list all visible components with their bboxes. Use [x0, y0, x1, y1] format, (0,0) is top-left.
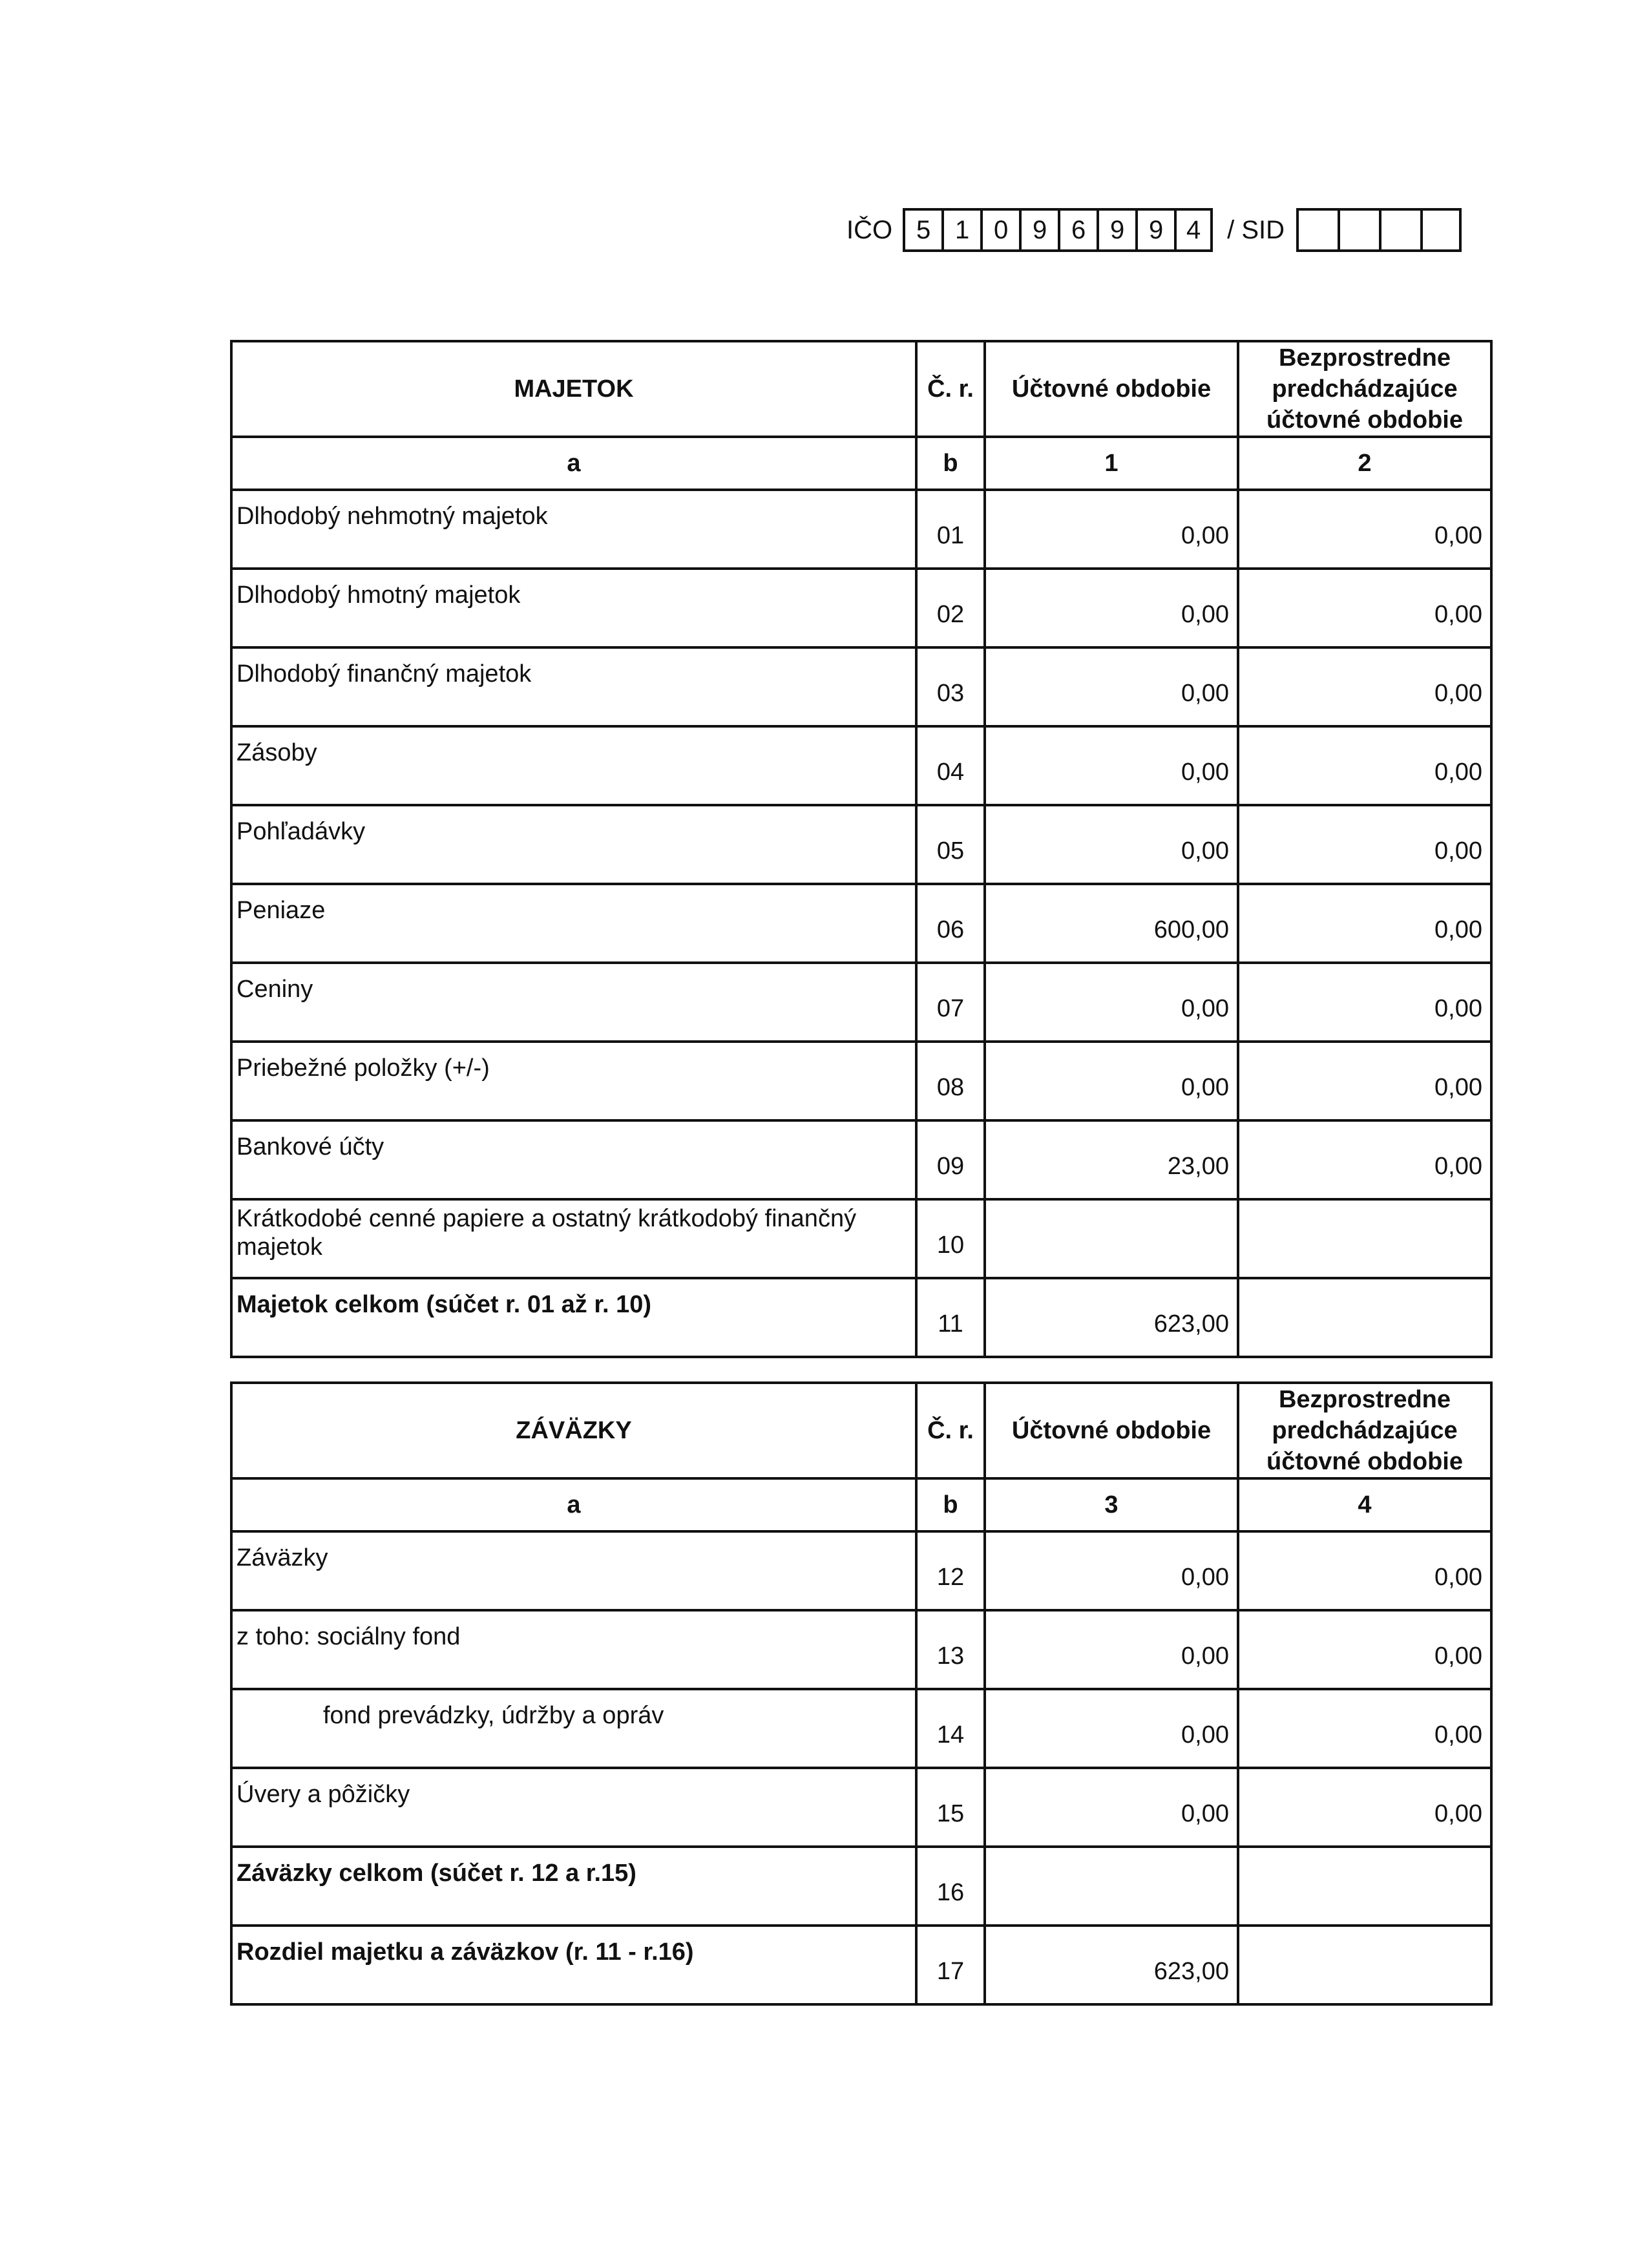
liabilities-sub-2: 4 [1238, 1478, 1491, 1531]
assets-sub-1: 1 [985, 437, 1238, 490]
liabilities-header-b: Č. r. [916, 1383, 985, 1478]
assets-header-a: MAJETOK [231, 341, 916, 437]
table-row-total [231, 1278, 1491, 1357]
row-value-current: 0,00 [985, 1610, 1238, 1689]
row-value-previous [1238, 1278, 1491, 1357]
row-number: 01 [916, 490, 985, 569]
ico-digit: 4 [1174, 208, 1213, 252]
liabilities-header-a: ZÁVÄZKY [231, 1383, 916, 1478]
row-value-current: 0,00 [985, 1042, 1238, 1120]
ico-label: IČO [846, 215, 893, 244]
row-value-previous: 0,00 [1238, 490, 1491, 569]
row-value-previous: 0,00 [1238, 726, 1491, 805]
table-row [231, 963, 1491, 1042]
assets-header-row [231, 341, 1491, 437]
row-number: 16 [916, 1847, 985, 1926]
row-value-current [985, 1847, 1238, 1926]
row-value-current: 623,00 [985, 1278, 1238, 1357]
row-value-current: 0,00 [985, 647, 1238, 726]
row-label: Zásoby [231, 726, 916, 805]
table-row [231, 490, 1491, 569]
assets-subheader-row [231, 437, 1491, 490]
liabilities-header-2: Bezprostredne predchádzajúce účtovné obdobie [1238, 1383, 1491, 1478]
row-label: Majetok celkom (súčet r. 01 až r. 10) [231, 1278, 916, 1357]
liabilities-sub-1: 3 [985, 1478, 1238, 1531]
row-label: z toho: sociálny fond [231, 1610, 916, 1689]
row-value-current [985, 1199, 1238, 1278]
liabilities-header-row [231, 1383, 1491, 1478]
row-value-previous: 0,00 [1238, 1042, 1491, 1120]
assets-header-1: Účtovné obdobie [985, 341, 1238, 437]
row-value-current: 0,00 [985, 490, 1238, 569]
row-value-previous: 0,00 [1238, 805, 1491, 884]
assets-header-b: Č. r. [916, 341, 985, 437]
row-label: Priebežné položky (+/-) [231, 1042, 916, 1120]
liabilities-sub-a: a [231, 1478, 916, 1531]
row-value-current: 0,00 [985, 805, 1238, 884]
row-value-current: 0,00 [985, 726, 1238, 805]
table-row [231, 1610, 1491, 1689]
sid-digit-box [1296, 208, 1338, 252]
assets-table [230, 340, 1493, 1358]
row-label: Pohľadávky [231, 805, 916, 884]
assets-header-2: Bezprostredne predchádzajúce účtovné obdobie [1238, 341, 1491, 437]
liabilities-subheader-row [231, 1478, 1491, 1531]
row-value-previous [1238, 1926, 1491, 2004]
row-value-current: 0,00 [985, 963, 1238, 1042]
ico-digit: 9 [1019, 208, 1058, 252]
row-label: Záväzky celkom (súčet r. 12 a r.15) [231, 1847, 916, 1926]
row-value-current: 623,00 [985, 1926, 1238, 2004]
row-number: 13 [916, 1610, 985, 1689]
table-row [231, 1042, 1491, 1120]
row-value-current: 0,00 [985, 569, 1238, 647]
table-row [231, 884, 1491, 963]
ico-sid-header [846, 207, 1462, 253]
row-number: 11 [916, 1278, 985, 1357]
row-label: Rozdiel majetku a záväzkov (r. 11 - r.16) [231, 1926, 916, 2004]
row-value-previous: 0,00 [1238, 1531, 1491, 1610]
row-value-previous [1238, 1847, 1491, 1926]
row-value-current: 0,00 [985, 1531, 1238, 1610]
row-value-previous: 0,00 [1238, 1610, 1491, 1689]
row-number: 12 [916, 1531, 985, 1610]
row-label: Ceniny [231, 963, 916, 1042]
table-row-total [231, 1926, 1491, 2004]
sid-boxes [1296, 208, 1462, 252]
row-number: 07 [916, 963, 985, 1042]
sid-digit-box [1338, 208, 1379, 252]
ico-digit: 0 [980, 208, 1019, 252]
table-row [231, 1768, 1491, 1847]
ico-digit: 1 [941, 208, 980, 252]
row-value-previous: 0,00 [1238, 1120, 1491, 1199]
row-number: 02 [916, 569, 985, 647]
row-number: 03 [916, 647, 985, 726]
row-value-current: 600,00 [985, 884, 1238, 963]
table-row [231, 1199, 1491, 1278]
ico-digit: 5 [903, 208, 941, 252]
row-label: Dlhodobý nehmotný majetok [231, 490, 916, 569]
ico-boxes [903, 208, 1213, 252]
row-value-previous: 0,00 [1238, 569, 1491, 647]
sid-digit-box [1420, 208, 1462, 252]
row-label: Krátkodobé cenné papiere a ostatný krátkodobý finančný majetok [231, 1199, 916, 1278]
row-number: 09 [916, 1120, 985, 1199]
ico-digit: 6 [1058, 208, 1097, 252]
liabilities-header-1: Účtovné obdobie [985, 1383, 1238, 1478]
assets-sub-b: b [916, 437, 985, 490]
row-value-previous: 0,00 [1238, 647, 1491, 726]
row-label: fond prevádzky, údržby a opráv [231, 1689, 916, 1768]
row-label: Peniaze [231, 884, 916, 963]
row-label: Úvery a pôžičky [231, 1768, 916, 1847]
liabilities-table [230, 1381, 1493, 2006]
table-row [231, 1120, 1491, 1199]
row-number: 17 [916, 1926, 985, 2004]
row-number: 14 [916, 1689, 985, 1768]
row-number: 15 [916, 1768, 985, 1847]
row-number: 10 [916, 1199, 985, 1278]
table-row [231, 647, 1491, 726]
row-label: Bankové účty [231, 1120, 916, 1199]
row-number: 04 [916, 726, 985, 805]
row-label: Záväzky [231, 1531, 916, 1610]
assets-sub-2: 2 [1238, 437, 1491, 490]
ico-digit: 9 [1097, 208, 1135, 252]
row-value-current: 0,00 [985, 1768, 1238, 1847]
liabilities-sub-b: b [916, 1478, 985, 1531]
row-label: Dlhodobý hmotný majetok [231, 569, 916, 647]
row-value-current: 23,00 [985, 1120, 1238, 1199]
table-row [231, 1531, 1491, 1610]
row-label: Dlhodobý finančný majetok [231, 647, 916, 726]
table-row [231, 805, 1491, 884]
row-value-previous: 0,00 [1238, 1689, 1491, 1768]
row-number: 05 [916, 805, 985, 884]
row-value-previous: 0,00 [1238, 884, 1491, 963]
row-value-previous [1238, 1199, 1491, 1278]
assets-sub-a: a [231, 437, 916, 490]
row-value-previous: 0,00 [1238, 963, 1491, 1042]
table-row [231, 569, 1491, 647]
table-row [231, 1689, 1491, 1768]
ico-digit: 9 [1135, 208, 1174, 252]
row-value-current: 0,00 [985, 1689, 1238, 1768]
table-row-total [231, 1847, 1491, 1926]
row-number: 08 [916, 1042, 985, 1120]
sid-label: / SID [1227, 215, 1285, 244]
table-row [231, 726, 1491, 805]
row-value-previous: 0,00 [1238, 1768, 1491, 1847]
sid-digit-box [1379, 208, 1420, 252]
row-number: 06 [916, 884, 985, 963]
